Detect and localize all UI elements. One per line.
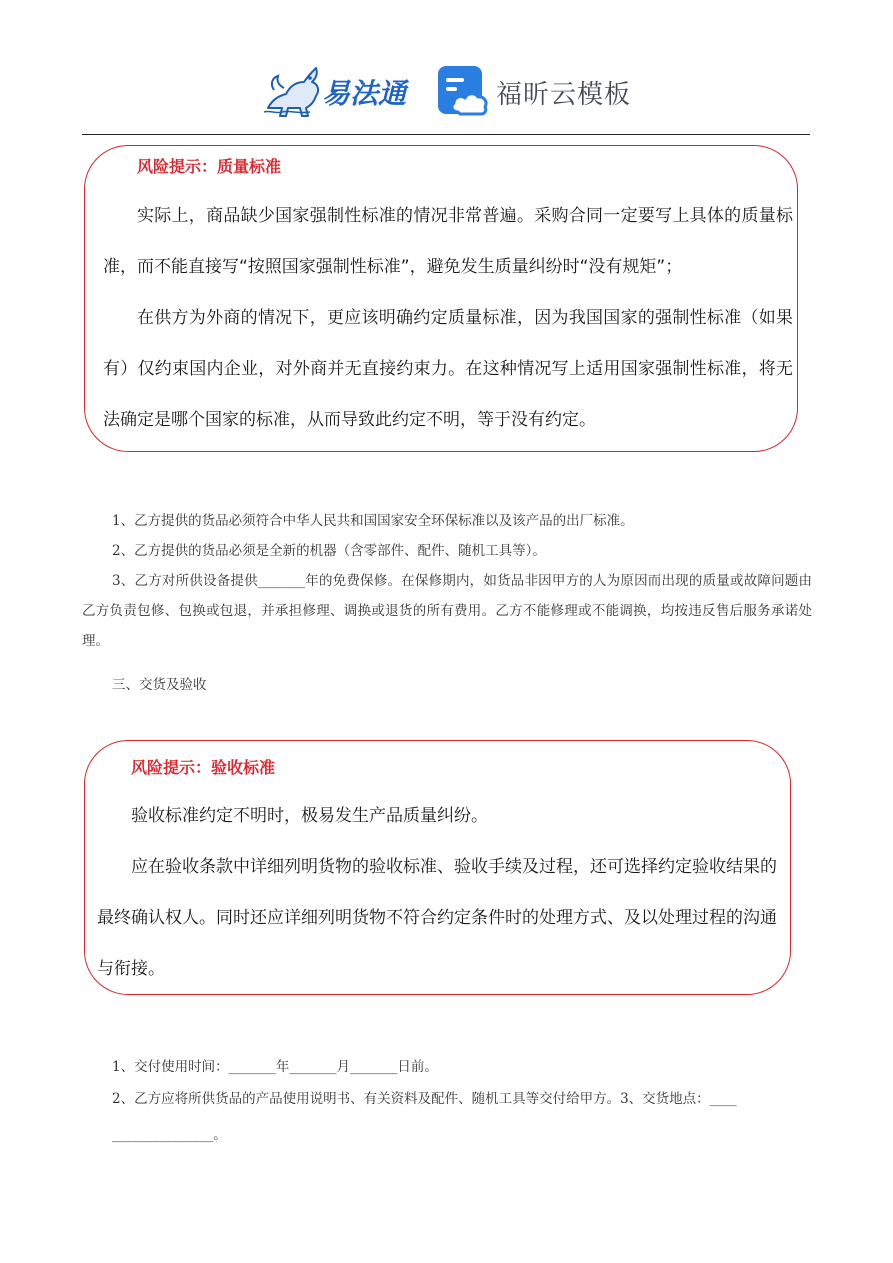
quality-clause-1: 1、乙方提供的货品必须符合中华人民共和国国家安全环保标准以及该产品的出厂标准。 xyxy=(112,513,634,529)
page-header xyxy=(0,58,893,122)
section-heading-delivery: 三、交货及验收 xyxy=(112,677,207,693)
risk-title-quality: 风险提示：质量标准 xyxy=(137,157,282,176)
quality-clause-2: 2、乙方提供的货品必须是全新的机器（含零部件、配件、随机工具等）。 xyxy=(112,543,546,559)
risk-title-acceptance: 风险提示：验收标准 xyxy=(131,758,276,777)
delivery-clause-2: 2、乙方应将所供货品的产品使用说明书、有关资料及配件、随机工具等交付给甲方。3、交货地点：____ xyxy=(112,1091,737,1107)
risk-quality-paragraph-2: 在供方为外商的情况下，更应该明确约定质量标准，因为我国国家的强制性标准（如果有）仅约束国内企业，对外商并无直接约束力。在这种情况写上适用国家强制性标准，将无法确定是哪个国家的标准，从而导致此约定不明，等于没有约定。 xyxy=(103,308,793,430)
cloud-document-icon xyxy=(436,64,492,118)
delivery-clause-2-continued: _______________。 xyxy=(112,1127,227,1143)
risk-acceptance-paragraph-1: 验收标准约定不明时，极易发生产品质量纠纷。 xyxy=(131,806,488,826)
risk-quality-paragraph-1: 实际上，商品缺少国家强制性标准的情况非常普遍。采购合同一定要写上具体的质量标准，而不能直接写“按照国家强制性标准”，避免发生质量纠纷时“没有规矩”； xyxy=(103,206,793,277)
fuxin-brand-text: 福昕云模板 xyxy=(496,80,632,110)
risk-notice-acceptance xyxy=(84,740,791,995)
fuxin-logo xyxy=(436,64,646,118)
yifatong-logo xyxy=(260,60,420,120)
header-divider xyxy=(82,134,810,135)
quality-clause-3: 3、乙方对所供设备提供_______年的免费保修。在保修期内，如货品非因甲方的人为原因而出现的质量或故障问题由乙方负责包修、包换或包退，并承担修理、调换或退货的所有费用。乙方不能修理或不能调换，均按违反售后服务承诺处理。 xyxy=(82,573,812,649)
delivery-clause-1: 1、交付使用时间：_______年_______月_______日前。 xyxy=(112,1059,438,1075)
risk-notice-quality xyxy=(84,145,798,452)
risk-acceptance-paragraph-2: 应在验收条款中详细列明货物的验收标准、验收手续及过程，还可选择约定验收结果的最终确认权人。同时还应详细列明货物不符合约定条件时的处理方式、及以处理过程的沟通与衔接。 xyxy=(97,857,777,979)
yifatong-brand-text: 易法通 xyxy=(322,77,407,110)
